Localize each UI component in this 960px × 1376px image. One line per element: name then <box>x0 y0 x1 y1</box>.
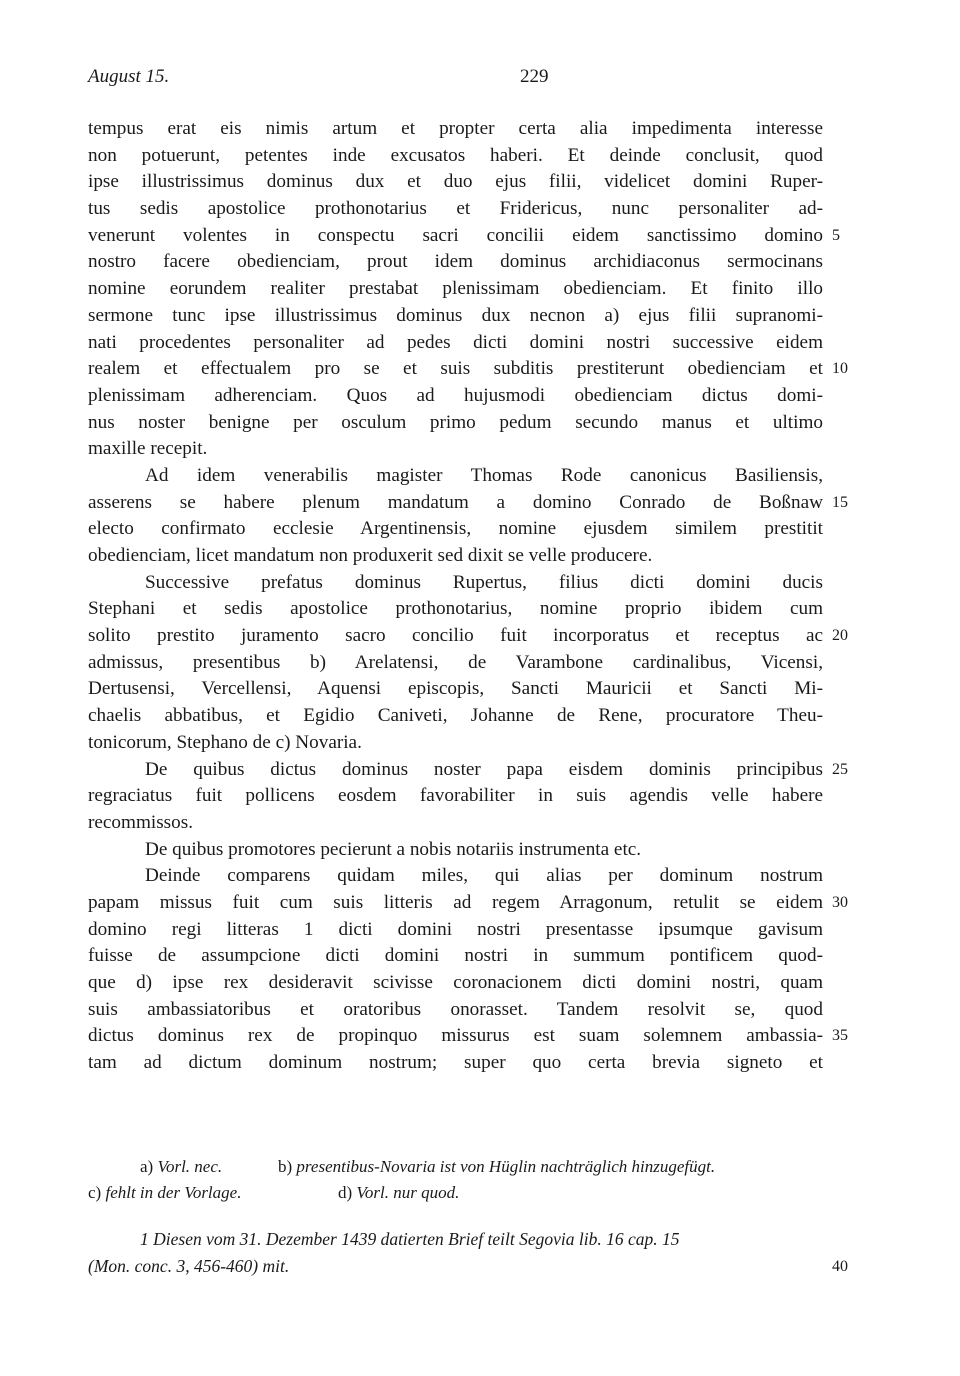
main-text <box>88 116 848 1077</box>
text-line-content: Ad idem venerabilis magister Thomas Rode canonicus Basiliensis, <box>145 464 823 486</box>
text-line <box>88 570 823 597</box>
note-d-text: Vorl. nur quod. <box>356 1183 460 1202</box>
apparatus-line-1 <box>88 1154 828 1180</box>
note-b <box>278 1154 715 1180</box>
text-line <box>88 997 823 1024</box>
text-line <box>88 330 823 357</box>
text-line-content: De quibus promotores pecierunt a nobis notariis instrumenta etc. <box>145 838 642 860</box>
text-line-content: tonicorum, Stephano de c) Novaria. <box>88 731 362 753</box>
source-line-1 <box>88 1226 828 1253</box>
page-header <box>88 66 823 90</box>
note-c-text: fehlt in der Vorlage. <box>105 1183 242 1202</box>
text-line <box>88 169 823 196</box>
note-a-text: Vorl. nec. <box>157 1157 223 1176</box>
source-line-2-text: (Mon. conc. 3, 456-460) mit. <box>88 1256 290 1276</box>
text-line-content: fuisse de assumpcione dicti domini nostri in summum pontificem quod- <box>88 945 823 967</box>
text-line-content: obedienciam, licet mandatum non produxerit sed dixit se velle producere. <box>88 545 653 566</box>
text-line <box>88 917 823 944</box>
text-line <box>88 383 823 410</box>
critical-apparatus <box>88 1154 828 1206</box>
source-line-2 <box>88 1253 848 1280</box>
text-line-content: electo confirmato ecclesie Argentinensis, nomine ejusdem similem prestitit <box>88 518 823 540</box>
note-a <box>140 1154 222 1180</box>
text-line-content: nostro facere obedienciam, prout idem dominus archidiaconus sermocinans <box>88 251 823 273</box>
text-line-content: realem et effectualem pro se et suis subditis prestiterunt obedienciam et <box>88 358 823 380</box>
text-line <box>88 863 823 890</box>
text-line <box>88 623 848 650</box>
text-line-content: tempus erat eis nimis artum et propter certa alia impedimenta interesse <box>88 118 823 139</box>
line-number: 35 <box>832 1027 848 1045</box>
text-line <box>88 249 823 276</box>
source-footnotes <box>88 1226 848 1280</box>
text-line <box>88 276 823 303</box>
note-d-marker: d) <box>338 1183 353 1202</box>
text-line <box>88 490 848 517</box>
running-title: August 15. <box>88 66 170 87</box>
text-line <box>88 650 823 677</box>
line-number: 40 <box>832 1258 848 1275</box>
line-number: 15 <box>832 493 848 511</box>
text-line-content: domino regi litteras 1 dicti domini nostri presentasse ipsumque gavisum <box>88 918 823 940</box>
text-line <box>88 303 823 330</box>
text-line-content: nomine eorundem realiter prestabat plenissimam obedienciam. Et finito illo <box>88 278 823 300</box>
text-line <box>88 783 823 810</box>
line-number: 5 <box>832 226 840 244</box>
text-line-content: solito prestito juramento sacro concilio fuit incorporatus et receptus ac <box>88 625 823 647</box>
text-line-content: sermone tunc ipse illustrissimus dominus dux necnon a) ejus filii supranomi- <box>88 304 823 326</box>
text-line-content: Stephani et sedis apostolice prothonotarius, nomine proprio ibidem cum <box>88 598 823 620</box>
text-line-content: tus sedis apostolice prothonotarius et Fridericus, nunc personaliter ad- <box>88 198 823 220</box>
text-line-content: admissus, presentibus b) Arelatensi, de Varambone cardinalibus, Vicensi, <box>88 651 823 673</box>
text-line <box>88 757 848 784</box>
text-line-content: papam missus fuit cum suis litteris ad regem Arragonum, retulit se eidem <box>88 891 823 913</box>
text-line-content: chaelis abbatibus, et Egidio Caniveti, Johanne de Rene, procuratore Theu- <box>88 705 823 727</box>
text-line <box>88 970 823 997</box>
line-number: 30 <box>832 893 848 911</box>
note-a-marker: a) <box>140 1157 154 1176</box>
text-line <box>88 116 823 143</box>
text-line <box>88 596 823 623</box>
text-line-content: que d) ipse rex desideravit scivisse coronacionem dicti domini nostri, quam <box>88 972 823 993</box>
text-line <box>88 1023 848 1050</box>
text-line-content: tam ad dictum dominum nostrum; super quo certa brevia signeto et <box>88 1052 823 1074</box>
source-line-1-text: 1 Diesen vom 31. Dezember 1439 datierten Brief teilt Segovia lib. 16 cap. 15 <box>140 1229 680 1249</box>
note-b-marker: b) <box>278 1157 293 1176</box>
note-d <box>338 1180 459 1206</box>
line-number: 25 <box>832 760 848 778</box>
text-line <box>88 143 823 170</box>
text-line-content: ipse illustrissimus dominus dux et duo ejus filii, videlicet domini Ruper- <box>88 171 823 193</box>
text-line <box>88 463 823 490</box>
text-line-content: maxille recepit. <box>88 438 208 460</box>
text-line <box>88 410 823 437</box>
text-line-content: regraciatus fuit pollicens eosdem favorabiliter in suis agendis velle habere <box>88 785 823 807</box>
text-line-content: nati procedentes personaliter ad pedes dicti domini nostri successive eidem <box>88 331 823 353</box>
text-line-content: non potuerunt, petentes inde excusatos haberi. Et deinde conclusit, quod <box>88 144 823 166</box>
apparatus-line-2 <box>88 1180 828 1206</box>
text-line <box>88 516 823 543</box>
line-number: 20 <box>832 627 848 645</box>
text-line-content: venerunt volentes in conspectu sacri concilii eidem sanctissimo domino <box>88 224 823 246</box>
text-line-content: Deinde comparens quidam miles, qui alias per dominum nostrum <box>145 865 823 887</box>
note-b-text: presentibus-Novaria ist von Hüglin nachträglich hinzugefügt. <box>296 1157 716 1176</box>
text-line <box>88 543 823 570</box>
text-line <box>88 703 823 730</box>
note-c-marker: c) <box>88 1183 102 1202</box>
text-line <box>88 810 823 837</box>
line-number: 10 <box>832 360 848 378</box>
text-line-content: Successive prefatus dominus Rupertus, filius dicti domini ducis <box>145 571 823 593</box>
text-line <box>88 356 848 383</box>
text-line-content: De quibus dictus dominus noster papa eisdem dominis principibus <box>145 758 823 780</box>
text-line <box>88 837 823 864</box>
text-line-content: suis ambassiatoribus et oratoribus onorasset. Tandem resolvit se, quod <box>88 998 823 1020</box>
text-line-content: Dertusensi, Vercellensi, Aquensi episcopis, Sancti Mauricii et Sancti Mi- <box>88 678 823 700</box>
page-number: 229 <box>520 66 549 87</box>
note-c <box>88 1180 241 1206</box>
text-line <box>88 223 840 250</box>
text-line-content: dictus dominus rex de propinquo missurus est suam solemnem ambassia- <box>88 1025 823 1047</box>
text-line <box>88 196 823 223</box>
text-line-content: plenissimam adherenciam. Quos ad hujusmodi obedienciam dictus domi- <box>88 384 823 406</box>
text-line <box>88 676 823 703</box>
text-line-content: asserens se habere plenum mandatum a domino Conrado de Boßnaw <box>88 491 823 513</box>
text-line-content: nus noster benigne per osculum primo pedum secundo manus et ultimo <box>88 411 823 433</box>
text-line-content: recommissos. <box>88 811 193 833</box>
text-line <box>88 943 823 970</box>
text-line <box>88 730 823 757</box>
text-line <box>88 436 823 463</box>
text-line <box>88 1050 823 1077</box>
text-line <box>88 890 848 917</box>
